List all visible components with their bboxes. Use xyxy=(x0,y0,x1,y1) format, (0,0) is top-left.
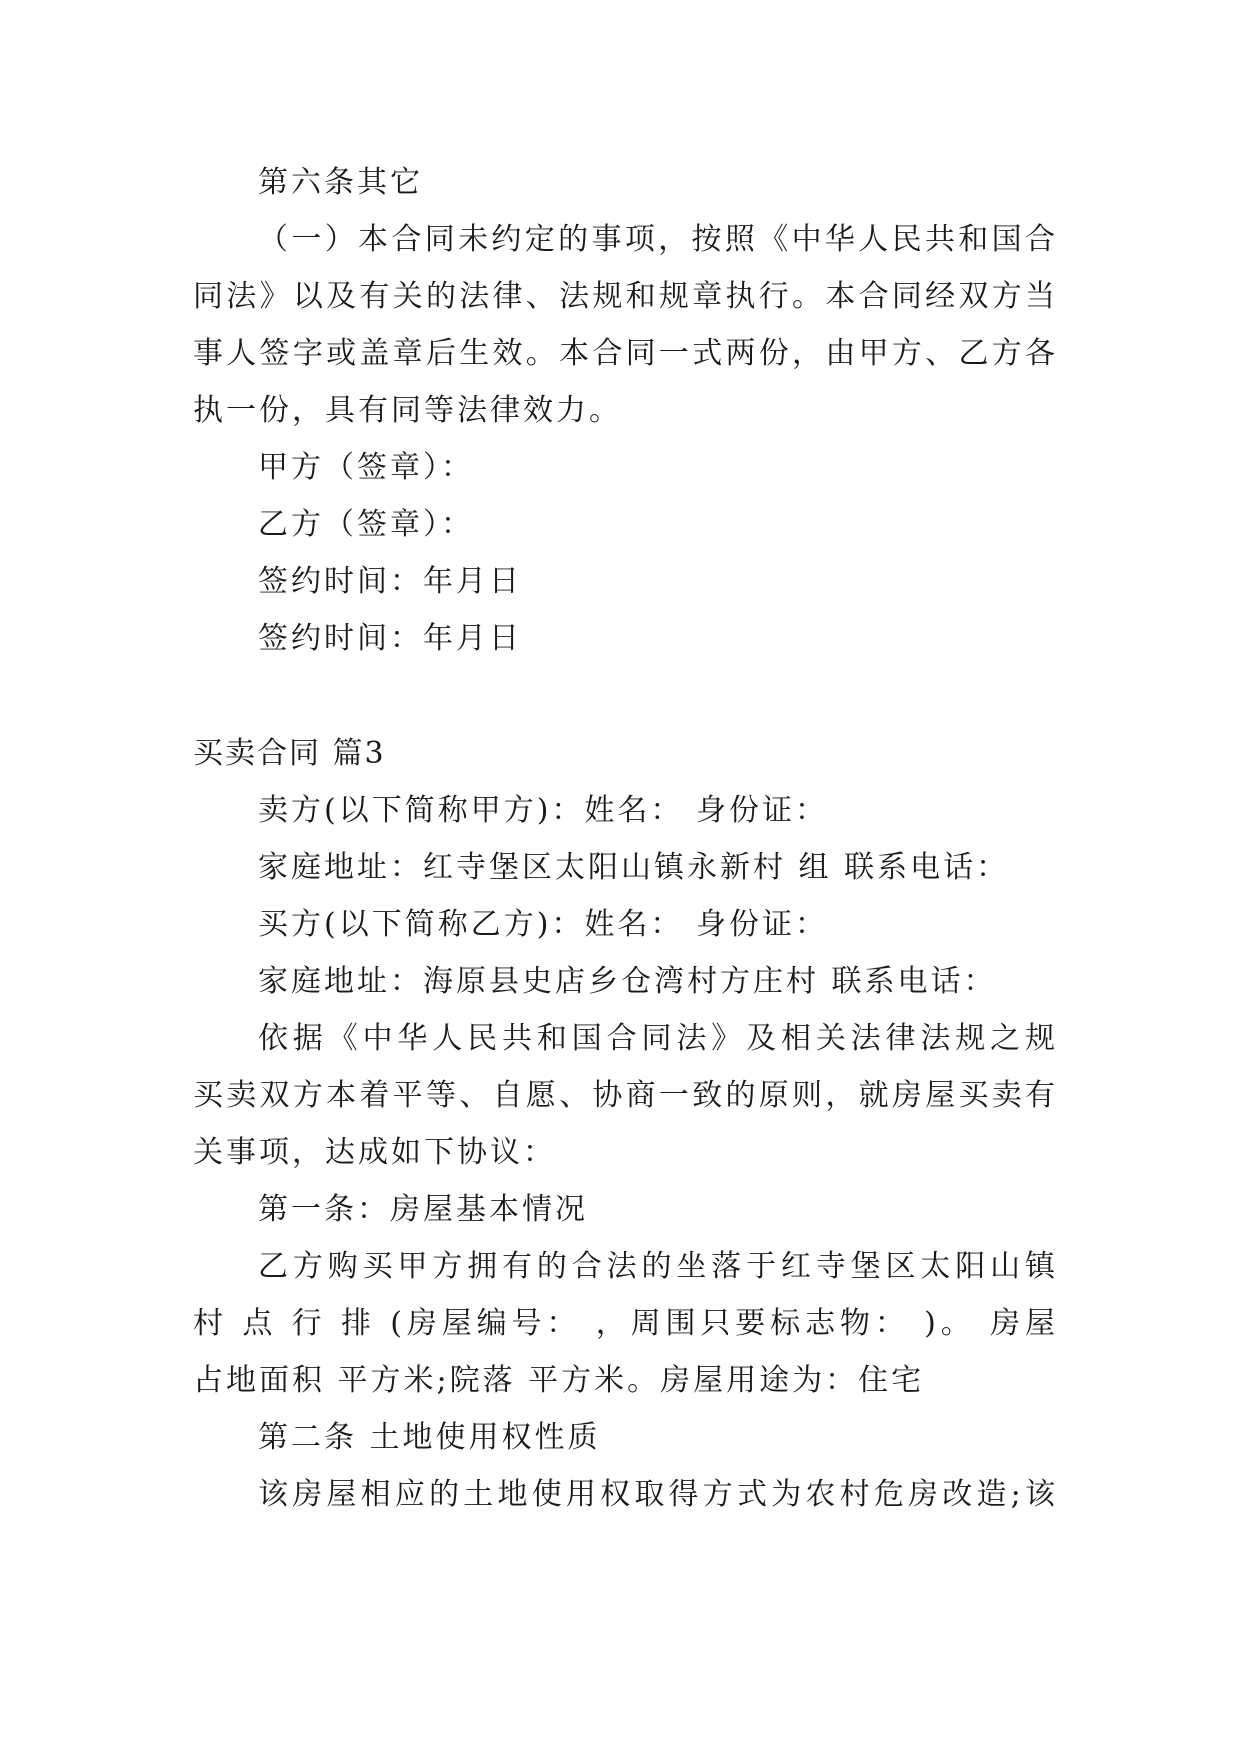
article-2-heading: 第二条 土地使用权性质 xyxy=(258,1420,601,1455)
paragraph-line: 执一份，具有同等法律效力。 xyxy=(193,393,622,428)
article-6-heading: 第六条其它 xyxy=(258,165,423,200)
paragraph-line: 占地面积 平方米;院落 平方米。房屋用途为：住宅 xyxy=(193,1363,925,1398)
paragraph-line: （一）本合同未约定的事项，按照《中华人民共和国合 xyxy=(258,222,1058,257)
article-1-heading: 第一条：房屋基本情况 xyxy=(258,1192,588,1227)
signing-date-line: 签约时间：年月日 xyxy=(258,621,522,656)
buyer-address-line: 家庭地址：海原县史店乡仓湾村方庄村 联系电话： xyxy=(258,964,997,999)
signing-date-line: 签约时间：年月日 xyxy=(258,564,522,599)
seller-address-line: 家庭地址：红寺堡区太阳山镇永新村 组 联系电话： xyxy=(258,850,1010,885)
section-heading: 买卖合同 篇3 xyxy=(193,736,386,771)
party-b-signature-line: 乙方（签章）： xyxy=(258,507,474,542)
paragraph-line: 该房屋相应的土地使用权取得方式为农村危房改造;该 xyxy=(258,1477,1058,1512)
party-a-signature-line: 甲方（签章）： xyxy=(258,450,474,485)
paragraph-line: 关事项，达成如下协议： xyxy=(193,1135,556,1170)
paragraph-line: 依据《中华人民共和国合同法》及相关法律法规之规 xyxy=(258,1021,1058,1056)
paragraph-line: 买卖双方本着平等、自愿、协商一致的原则，就房屋买卖有 xyxy=(193,1078,1058,1113)
paragraph-line: 村 点 行 排 (房屋编号： ，周围只要标志物： )。 房屋 xyxy=(193,1306,1058,1341)
buyer-info-line: 买方(以下简称乙方)：姓名： 身份证： xyxy=(258,907,828,942)
paragraph-line: 事人签字或盖章后生效。本合同一式两份，由甲方、乙方各 xyxy=(193,336,1058,371)
paragraph-line: 乙方购买甲方拥有的合法的坐落于红寺堡区太阳山镇 xyxy=(258,1249,1058,1284)
paragraph-line: 同法》以及有关的法律、法规和规章执行。本合同经双方当 xyxy=(193,279,1058,314)
seller-info-line: 卖方(以下简称甲方)：姓名： 身份证： xyxy=(258,793,828,828)
